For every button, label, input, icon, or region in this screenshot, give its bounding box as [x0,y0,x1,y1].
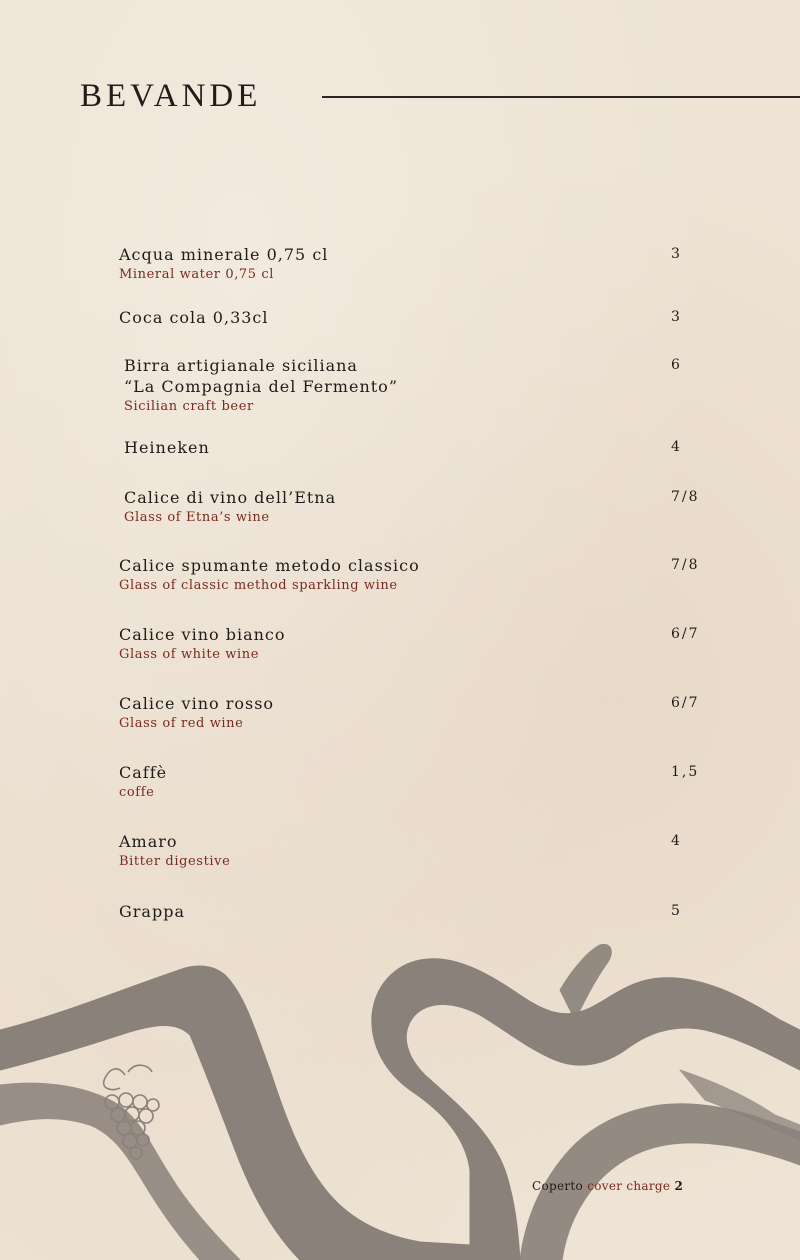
item-name: Calice di vino dell’Etna [124,488,337,507]
item-name: Calice spumante metodo classico [119,556,420,575]
item-name: Heineken [124,438,210,457]
menu-item-heineken [119,437,724,458]
item-price: 5 [671,903,682,919]
page-title: BEVANDE [80,78,262,114]
cover-charge-amount: 2 [674,1179,684,1193]
item-name: Grappa [119,902,185,921]
item-translation: coffe [119,785,155,800]
item-price: 6/7 [671,626,700,642]
menu-item-amaro [119,831,719,871]
menu-item-craft-beer [119,355,724,416]
item-price: 3 [671,309,682,325]
menu-item-mineral-water [119,244,719,284]
header [80,78,800,118]
item-price: 3 [671,246,682,262]
cover-charge-label-en: cover charge [587,1179,671,1193]
item-name: Caffè [119,763,168,782]
cover-charge-label: Coperto [532,1179,584,1193]
item-translation: Glass of Etna’s wine [124,510,270,525]
item-price: 1,5 [671,764,700,780]
menu-item-coca-cola [119,307,719,328]
menu-item-red-wine [119,693,719,733]
menu-item-white-wine [119,624,719,664]
item-translation: Mineral water 0,75 cl [119,267,275,282]
menu-item-coffee [119,762,719,802]
item-price: 4 [671,439,682,455]
item-translation: Glass of red wine [119,716,244,731]
item-name: Coca cola 0,33cl [119,308,269,327]
item-price: 6/7 [671,695,700,711]
item-name: Calice vino bianco [119,625,286,644]
item-name: Amaro [119,832,178,851]
item-name: Birra artigianale siciliana “La Compagnia del Fermento” [124,356,398,396]
item-price: 4 [671,833,682,849]
title-divider [322,96,800,98]
item-name: Calice vino rosso [119,694,275,713]
item-price: 7/8 [671,489,700,505]
item-translation: Bitter digestive [119,854,231,869]
item-price: 7/8 [671,557,700,573]
cover-charge [532,1179,683,1193]
item-translation: Glass of classic method sparkling wine [119,578,398,593]
item-name: Acqua minerale 0,75 cl [119,245,329,264]
grapevine-illustration [0,920,800,1260]
menu-item-sparkling-wine [119,555,719,595]
menu-item-grappa [119,901,719,922]
menu-item-etna-wine [119,487,724,527]
item-price: 6 [671,357,682,373]
item-translation: Glass of white wine [119,647,259,662]
item-translation: Sicilian craft beer [124,399,254,414]
